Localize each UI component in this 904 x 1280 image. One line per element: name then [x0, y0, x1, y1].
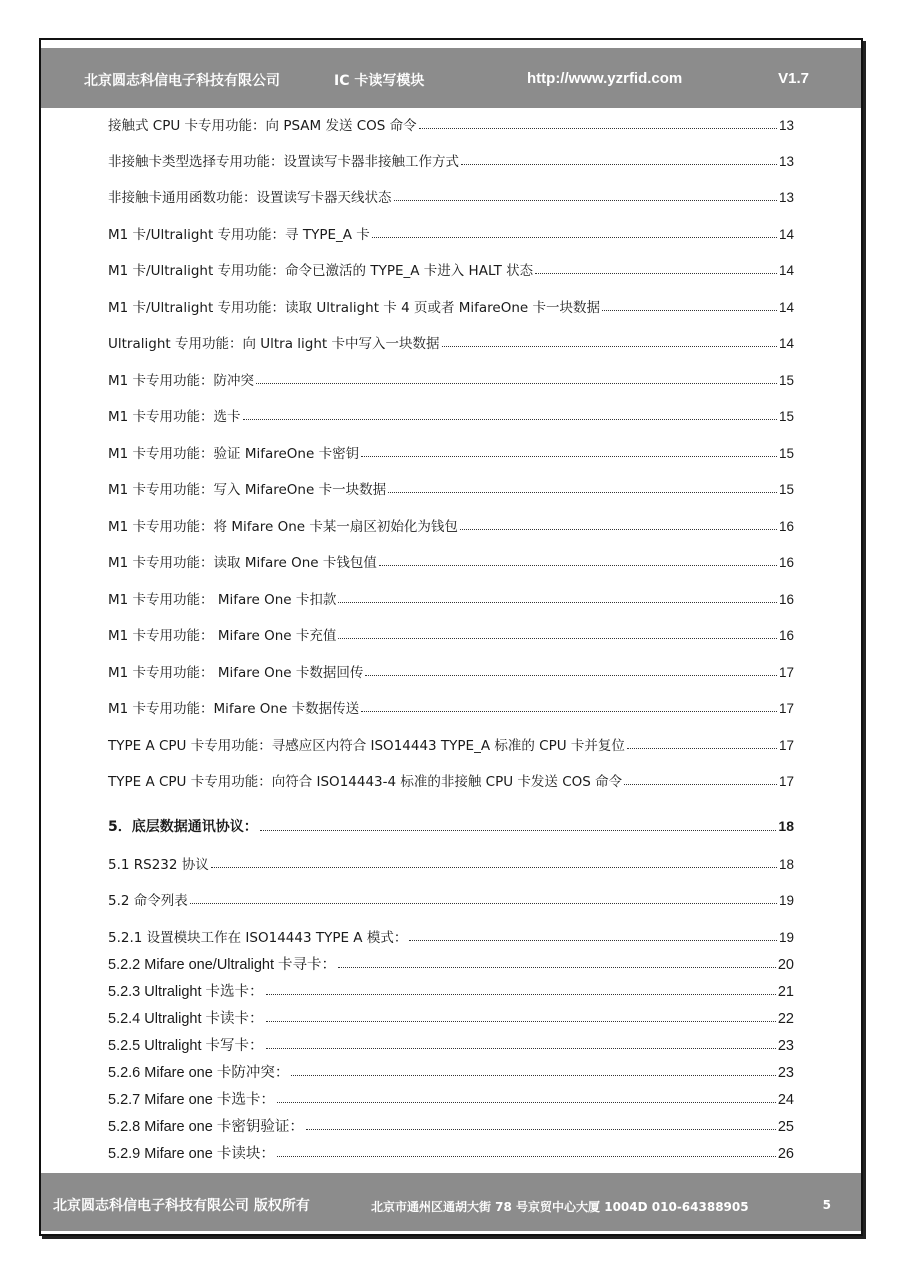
toc-leader-dots [460, 529, 777, 530]
toc-entry-title: 5.2 命令列表 [108, 893, 188, 909]
toc-entry-title: M1 卡专用功能：读取 Mifare One 卡钱包值 [108, 555, 377, 571]
toc-leader-dots [260, 830, 777, 831]
toc-leader-dots [602, 310, 777, 311]
toc-entry [108, 114, 794, 134]
toc-entry [108, 1061, 794, 1081]
toc-entry-title: M1 卡/Ultralight 专用功能：寻 TYPE_A 卡 [108, 227, 370, 243]
header-url: http://www.yzrfid.com [527, 70, 683, 87]
footer-page-number: 5 [822, 1198, 831, 1212]
toc-entry [108, 369, 794, 389]
toc-entry-page: 14 [778, 300, 794, 315]
toc-entry-page: 21 [777, 984, 794, 1000]
toc-entry-title: M1 卡专用功能：防冲突 [108, 373, 255, 389]
toc-entry-title: M1 卡专用功能：验证 MifareOne 卡密钥 [108, 446, 360, 462]
toc-entry-page: 20 [777, 957, 794, 973]
toc-entry-page: 23 [777, 1038, 794, 1054]
toc-leader-dots [256, 383, 777, 384]
toc-entry-page: 17 [778, 738, 794, 753]
toc-entry-page: 17 [778, 774, 794, 789]
toc-entry-title: 5．底层数据通讯协议： [108, 819, 258, 835]
footer-address: 北京市通州区通胡大街 78 号京贸中心大厦 1004D 010-64388905 [371, 1200, 749, 1214]
toc-leader-dots [388, 492, 777, 493]
toc-entry-title: M1 卡专用功能： Mifare One 卡扣款 [108, 592, 337, 608]
toc-entry [108, 1007, 794, 1027]
header-version: V1.7 [778, 70, 809, 87]
toc-entry [108, 1034, 794, 1054]
toc-leader-dots [266, 994, 776, 995]
toc-entry-page: 13 [778, 190, 794, 205]
toc-entry-title: M1 卡专用功能：写入 MifareOne 卡一块数据 [108, 482, 387, 498]
toc-leader-dots [211, 867, 777, 868]
toc-entry [108, 515, 794, 535]
footer-company: 北京圆志科信电子科技有限公司 版权所有 [53, 1198, 310, 1214]
toc-entry-title: 非接触卡通用函数功能：设置读写卡器天线状态 [108, 190, 392, 206]
toc-entry-page: 18 [778, 818, 794, 834]
toc-entry [108, 1115, 794, 1135]
page-header [41, 48, 861, 108]
toc-entry-page: 13 [778, 118, 794, 133]
toc-entry-page: 18 [778, 857, 794, 872]
toc-entry-page: 16 [778, 592, 794, 607]
header-company: 北京圆志科信电子科技有限公司 [84, 73, 280, 89]
toc-leader-dots [277, 1156, 776, 1157]
toc-entry-title: Ultralight 专用功能：向 Ultra light 卡中写入一块数据 [108, 336, 440, 352]
toc-entry-page: 14 [778, 227, 794, 242]
toc-entry [108, 551, 794, 571]
toc-leader-dots [461, 164, 777, 165]
toc-entry-title: 接触式 CPU 卡专用功能：向 PSAM 发送 COS 命令 [108, 118, 417, 134]
toc-entry-page: 15 [778, 409, 794, 424]
toc-entry-page: 14 [778, 263, 794, 278]
toc-leader-dots [190, 903, 777, 904]
toc-entry [108, 661, 794, 681]
toc-entry [108, 150, 794, 170]
toc-entry [108, 980, 794, 1000]
toc-leader-dots [243, 419, 777, 420]
toc-entry-page: 15 [778, 373, 794, 388]
toc-entry-page: 19 [778, 893, 794, 908]
toc-entry-page: 15 [778, 482, 794, 497]
toc-entry [108, 332, 794, 352]
toc-leader-dots [394, 200, 777, 201]
toc-entry-page: 24 [777, 1092, 794, 1108]
toc-entry-page: 17 [778, 665, 794, 680]
toc-leader-dots [372, 237, 777, 238]
toc-entry-title: M1 卡/Ultralight 专用功能：命令已激活的 TYPE_A 卡进入 HALT 状态 [108, 263, 534, 279]
toc-leader-dots [627, 748, 777, 749]
toc-entry [108, 442, 794, 462]
toc-leader-dots [419, 128, 777, 129]
toc-entry-page: 19 [778, 930, 794, 945]
toc-leader-dots [338, 602, 777, 603]
toc-entry-title: 5.2.1 设置模块工作在 ISO14443 TYPE A 模式： [108, 930, 408, 946]
toc-leader-dots [338, 967, 776, 968]
toc-entry-title: 5.2.9 Mifare one 卡读块： [108, 1146, 275, 1162]
toc-entry [108, 259, 794, 279]
toc-entry [108, 1142, 794, 1162]
toc-chapter-entry [108, 816, 794, 836]
toc-entry-page: 17 [778, 701, 794, 716]
toc-leader-dots [361, 456, 777, 457]
toc-entry-page: 16 [778, 519, 794, 534]
toc-entry [108, 926, 794, 946]
toc-entry-title: M1 卡专用功能： Mifare One 卡充值 [108, 628, 337, 644]
toc-leader-dots [442, 346, 777, 347]
toc-leader-dots [379, 565, 777, 566]
toc-entry-title: 5.2.4 Ultralight 卡读卡： [108, 1011, 264, 1027]
toc-leader-dots [361, 711, 777, 712]
toc-entry-page: 14 [778, 336, 794, 351]
toc-leader-dots [277, 1102, 776, 1103]
toc-entry-page: 16 [778, 628, 794, 643]
toc-leader-dots [365, 675, 777, 676]
toc-entry-title: TYPE A CPU 卡专用功能：寻感应区内符合 ISO14443 TYPE_A 标准的 CPU 卡并复位 [108, 738, 625, 754]
toc-entry-title: 5.2.3 Ultralight 卡选卡： [108, 984, 264, 1000]
toc-entry-title: M1 卡专用功能：将 Mifare One 卡某一扇区初始化为钱包 [108, 519, 458, 535]
toc-entry [108, 734, 794, 754]
toc-entry [108, 478, 794, 498]
toc-entry-title: 5.2.2 Mifare one/Ultralight 卡寻卡： [108, 957, 337, 973]
toc-entry-page: 23 [777, 1065, 794, 1081]
toc-leader-dots [266, 1048, 776, 1049]
toc-entry-title: M1 卡专用功能：选卡 [108, 409, 241, 425]
toc-entry [108, 770, 794, 790]
toc-entry [108, 953, 794, 973]
toc-leader-dots [409, 940, 777, 941]
toc-entry [108, 186, 794, 206]
toc-entry [108, 296, 794, 316]
toc-entry [108, 405, 794, 425]
toc-entry-title: 5.2.5 Ultralight 卡写卡： [108, 1038, 264, 1054]
toc-entry [108, 223, 794, 243]
toc-entry-title: 5.2.6 Mifare one 卡防冲突： [108, 1065, 290, 1081]
toc-entry-title: M1 卡/Ultralight 专用功能：读取 Ultralight 卡 4 页或者 MifareOne 卡一块数据 [108, 300, 601, 316]
toc-leader-dots [266, 1021, 776, 1022]
toc-leader-dots [338, 638, 777, 639]
toc-entry [108, 889, 794, 909]
page-footer [41, 1173, 861, 1231]
toc-entry-title: 5.1 RS232 协议 [108, 857, 209, 873]
toc-entry-page: 26 [777, 1146, 794, 1162]
toc-entry-title: 5.2.8 Mifare one 卡密钥验证： [108, 1119, 304, 1135]
toc-entry-page: 16 [778, 555, 794, 570]
toc-entry [108, 1088, 794, 1108]
toc-entry-page: 15 [778, 446, 794, 461]
toc-entry-page: 22 [777, 1011, 794, 1027]
toc-entry [108, 697, 794, 717]
toc-entry [108, 624, 794, 644]
toc-entry-title: M1 卡专用功能：Mifare One 卡数据传送 [108, 701, 360, 717]
header-module: IC 卡读写模块 [334, 73, 425, 89]
toc-leader-dots [306, 1129, 776, 1130]
toc-leader-dots [624, 784, 777, 785]
toc-entry [108, 588, 794, 608]
toc-leader-dots [291, 1075, 776, 1076]
toc-entry-title: M1 卡专用功能： Mifare One 卡数据回传 [108, 665, 364, 681]
toc-entry-title: TYPE A CPU 卡专用功能：向符合 ISO14443-4 标准的非接触 CPU 卡发送 COS 命令 [108, 774, 623, 790]
toc-entry-title: 5.2.7 Mifare one 卡选卡： [108, 1092, 275, 1108]
toc-entry [108, 853, 794, 873]
toc-entry-page: 25 [777, 1119, 794, 1135]
toc-entry-page: 13 [778, 154, 794, 169]
toc-leader-dots [535, 273, 777, 274]
toc-entry-title: 非接触卡类型选择专用功能：设置读写卡器非接触工作方式 [108, 154, 459, 170]
